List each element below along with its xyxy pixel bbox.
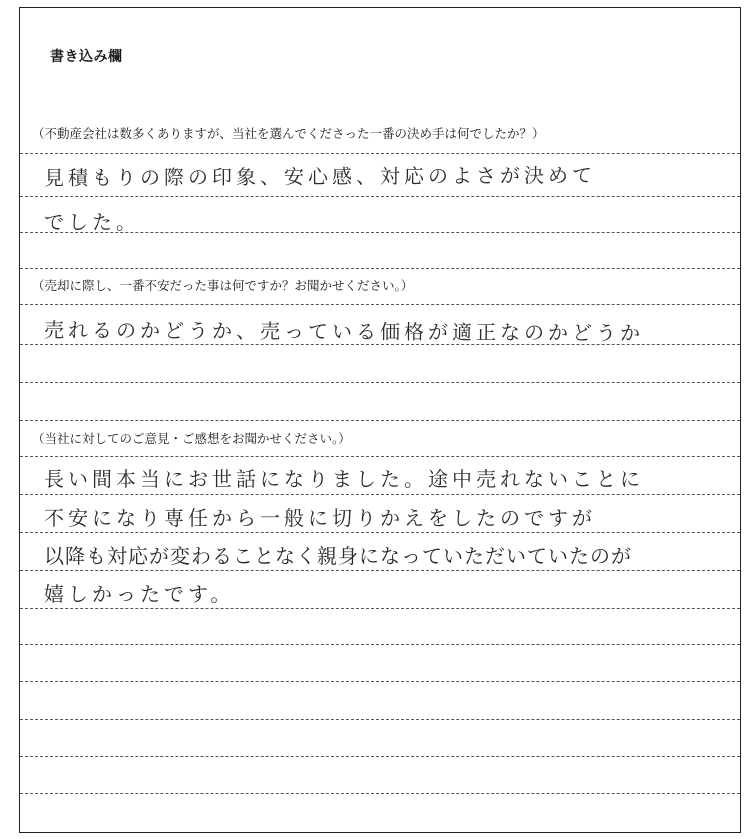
rule xyxy=(20,304,740,305)
rule xyxy=(20,719,740,720)
rule xyxy=(20,344,740,345)
answer-1-line-1: 見積もりの際の印象、安心感、対応のよさが決めて xyxy=(43,163,596,191)
rule xyxy=(20,382,740,383)
rule xyxy=(20,570,740,571)
rule xyxy=(20,232,740,233)
answer-2-line-1: 売れるのかどうか、売っている価格が適正なのかどうか xyxy=(44,318,645,346)
rule xyxy=(20,153,740,154)
answer-3-line-3: 以降も対応が変わることなく親身になっていただいていたのが xyxy=(44,544,632,568)
rule xyxy=(20,196,740,197)
survey-sheet xyxy=(19,7,741,833)
rule xyxy=(20,644,740,645)
rule xyxy=(20,532,740,533)
rule xyxy=(20,420,740,421)
rule xyxy=(20,793,740,794)
question-1: （不動産会社は数多くありますが、当社を選んでくださった一番の決め手は何でしたか？） xyxy=(32,126,545,141)
question-2: （売却に際し、一番不安だった事は何ですか？お聞かせください。） xyxy=(32,278,414,293)
sheet-title: 書き込み欄 xyxy=(50,49,123,65)
rule xyxy=(20,268,740,269)
answer-3-line-2: 不安になり専任から一般に切りかえをしたのですが xyxy=(44,506,596,530)
rule xyxy=(20,608,740,609)
rule xyxy=(20,494,740,495)
answer-1-line-2: でした。 xyxy=(44,210,140,234)
rule xyxy=(20,456,740,457)
rule xyxy=(20,756,740,757)
rule xyxy=(20,681,740,682)
question-3: （当社に対してのご意見・ご感想をお聞かせください。） xyxy=(32,431,351,446)
answer-3-line-4: 嬉しかったです。 xyxy=(44,582,235,606)
answer-3-line-1: 長い間本当にお世話になりました。途中売れないことに xyxy=(44,467,644,491)
